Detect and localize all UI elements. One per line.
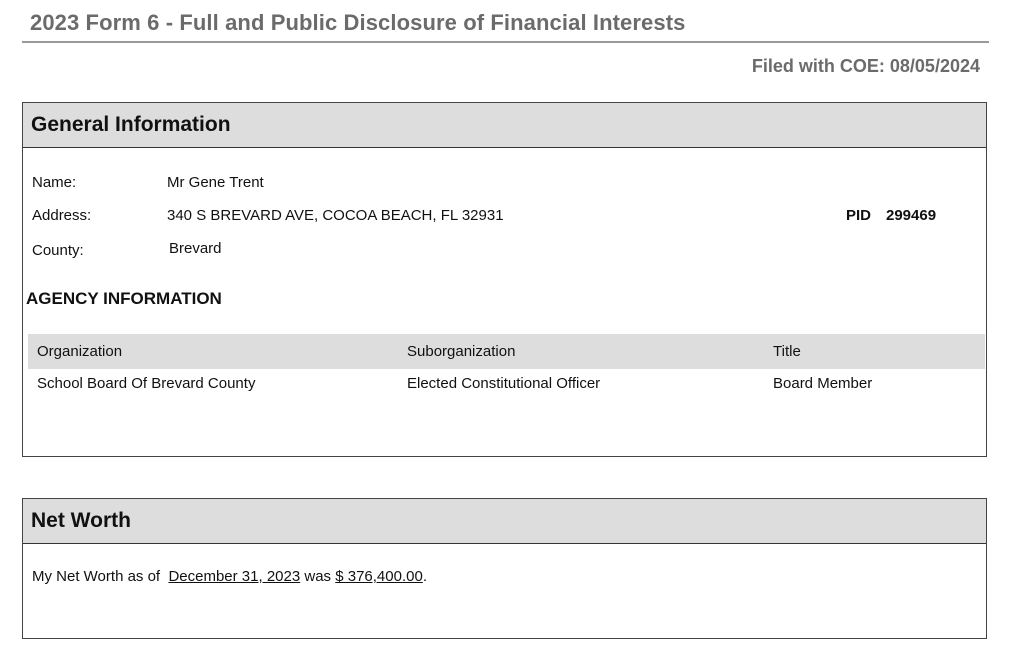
net-worth-was: was	[304, 568, 332, 585]
agency-information-heading: AGENCY INFORMATION	[26, 289, 222, 308]
net-worth-amount: $ 376,400.00	[335, 568, 423, 585]
address-value: 340 S BREVARD AVE, COCOA BEACH, FL 32931	[167, 207, 504, 224]
column-header-organization: Organization	[37, 343, 123, 360]
column-header-title: Title	[773, 343, 801, 360]
name-value: Mr Gene Trent	[167, 174, 264, 191]
net-worth-prefix: My Net Worth as of	[32, 568, 161, 585]
net-worth-header: Net Worth	[23, 499, 986, 544]
net-worth-date: December 31, 2023	[168, 568, 301, 585]
column-header-suborganization: Suborganization	[407, 343, 516, 360]
general-information-header: General Information	[23, 103, 986, 148]
name-label: Name:	[32, 174, 77, 191]
filed-date: Filed with COE: 08/05/2024	[751, 56, 980, 76]
agency-table-header	[28, 334, 985, 369]
net-worth-suffix: .	[422, 568, 427, 585]
general-information-section	[22, 102, 987, 457]
pid-label: PID	[846, 207, 872, 224]
net-worth-section	[22, 498, 987, 639]
title-divider	[22, 41, 989, 43]
suborganization-cell: Elected Constitutional Officer	[407, 375, 601, 392]
county-value: Brevard	[169, 240, 222, 257]
title-cell: Board Member	[773, 375, 873, 392]
county-label: County:	[32, 242, 84, 259]
net-worth-statement	[32, 568, 427, 585]
address-label: Address:	[32, 207, 92, 224]
pid-value: 299469	[886, 207, 937, 224]
organization-cell: School Board Of Brevard County	[37, 375, 256, 392]
document-title: 2023 Form 6 - Full and Public Disclosure of Financial Interests	[30, 10, 686, 35]
